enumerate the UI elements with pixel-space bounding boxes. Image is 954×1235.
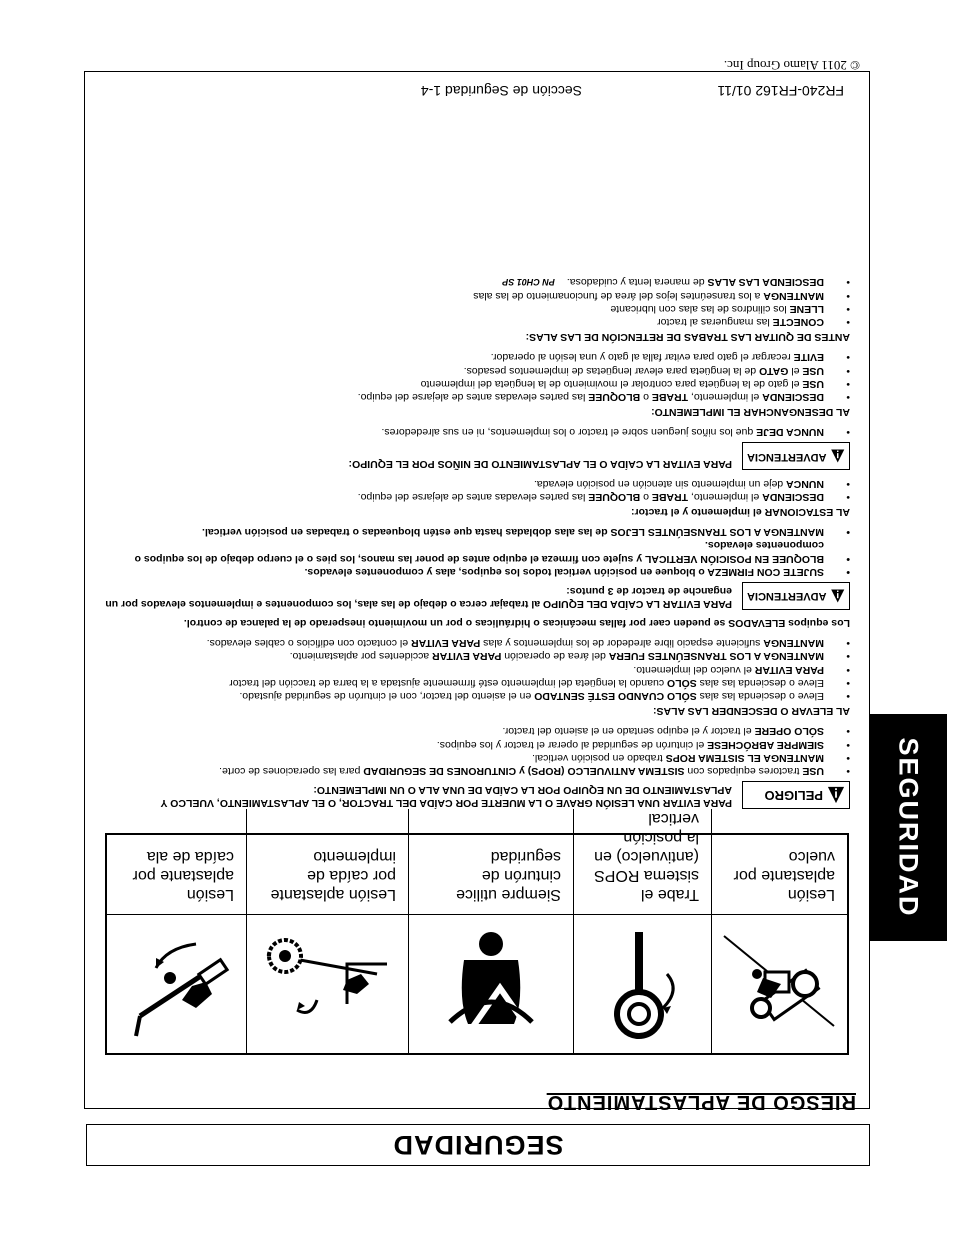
warning-triangle-icon [830, 447, 845, 465]
side-tab-label: SEGURIDAD [893, 737, 924, 918]
advertencia-label: ADVERTENCIA [747, 590, 827, 603]
section-page: Sección de Seguridad 1-4 [420, 83, 582, 99]
list-item: • DESCIENDA el implemento, TRABE o BLOQUEE las partes elevadas antes de alejarse del equipo. [104, 390, 850, 403]
list-item: • DESCIENDA LAS ALAS de manera lenta y cuidadosa.PN CH01 SP [104, 275, 850, 288]
danger-text: PARA EVITAR UNA LESIÓN GRAVE O LA MUERTE POR CAÍDA DEL TRACTOR, O EL APLASTAMIENTO, VUELCO Y APLASTAMIENTO DE UN EQUIPO POR LA CAÍDA DE UNA ALA O UN IMPLEMENTO: [160, 783, 732, 809]
list-item: • MANTENGA a los transeúntes lejos del área de funcionamiento de las alas [104, 288, 850, 301]
hazard-pic-implement [246, 915, 408, 1053]
copyright: © 2011 Alamo Group Inc. [723, 58, 860, 73]
seguridad-banner: SEGURIDAD [86, 1124, 870, 1166]
list-item: • Eleve o descienda las alas SÓLO cuando la lengüeta del implemento esté firmemente ajustada a la barra de tracción del tractor [104, 676, 850, 689]
list-item: • SÓLO OPERE el tractor y el equipo sentado en el asiento del tractor. [104, 724, 850, 737]
rollover-icon [720, 924, 840, 1044]
list-item: • SUJETE CON FIRMEZA o bloquee en posición vertical todos los equipos, alas y componentes elevados. [104, 565, 850, 578]
part-number: PN CH01 SP [502, 277, 555, 288]
hazard-caption-implement: Lesión aplastante por caída de implemento [246, 809, 408, 915]
subheading-raise-wings: AL ELEVAR O DESCENDER LAS ALAS: [653, 705, 850, 718]
hazard-caption-wing: Lesión aplastante por caída de ala [107, 809, 246, 915]
hazard-pic-wing [107, 915, 246, 1053]
warning-triangle-icon [830, 587, 845, 605]
wing-crush-icon [117, 924, 237, 1044]
hazard-caption-rops: Trabe el sistema ROPS (antivuelco) en la posición vertical [573, 809, 711, 915]
list-item: • USE el GATO de la lengüeta para elevar lengüetas de implementos pesados. [104, 363, 850, 376]
paragraph-raised-equipment: Los equipos ELEVADOS se pueden caer por fallas mecánicas o hidráulicas o por un movimiento inesperado de la palanca de control. [183, 616, 850, 629]
list-item: • Eleve o descienda las alas SÓLO CUANDO ESTÉ SENTADO en el asiento del tractor, con el cinturón de seguridad ajustado. [104, 689, 850, 702]
hazard-pic-rollover [711, 915, 847, 1053]
danger-alert [104, 781, 850, 809]
list-item: • USE tractores equipados con SISTEMA ANTIVUELCO (ROPS) y CINTURONES DE SEGURIDAD para las operaciones de corte. [104, 764, 850, 777]
list-item: • NUNCA deje un implemento sin atención en posición elevada. [104, 476, 850, 489]
list-item: • NUNCA DEJE que los niños jueguen sobre el tractor o los implementos, ni en sus alrededores. [104, 425, 850, 438]
hazard-caption-rollover: Lesión aplastante por vuelco [711, 809, 847, 915]
advertencia-label: ADVERTENCIA [747, 450, 827, 463]
section-title: RIESGO DE APLASTAMIENTO [546, 1091, 856, 1113]
peligro-label: PELIGRO [764, 787, 823, 803]
safety-text [104, 275, 850, 815]
document-code: FR240-FR162 01/11 [717, 83, 844, 99]
rops-icon [588, 924, 698, 1044]
subheading-parking: AL ESTACIONAR el implemento y el tractor: [631, 505, 850, 518]
advertencia-badge [742, 582, 850, 610]
hazard-table [105, 810, 849, 1055]
list-item: • MANTENGA EL SISTEMA ROPS trabado en posición vertical. [104, 751, 850, 764]
list-item: • USE el gato de la lengüeta para controlar el movimiento de la lengüeta del implemento [104, 377, 850, 390]
list-item: • CONECTE las mangueras al tractor [104, 315, 850, 328]
warning-alert-children [104, 442, 850, 470]
warning-alert-falling [104, 582, 850, 610]
hazard-pic-rops [573, 915, 711, 1053]
implement-crush-icon [258, 924, 398, 1044]
subheading-unhitch: AL DESENGANCHAR EL IMPLEMENTO: [651, 406, 850, 419]
peligro-badge [742, 781, 850, 809]
list-item: • LLENE los cilindros de las alas con lubricante [104, 302, 850, 315]
subheading-wing-locks: ANTES DE QUITAR LAS TRABAS DE RETENCIÓN DE LAS ALAS: [525, 331, 850, 344]
hazard-pic-seatbelt [408, 915, 573, 1053]
list-item: • EVITE recargar el gato para evitar falla al gato y una lesión al operador. [104, 350, 850, 363]
list-item: • SIEMPRE ABRÓCHESE el cinturón de seguridad al operar el tractor y los equipos. [104, 737, 850, 750]
warning-text-falling: PARA EVITAR LA CAÍDA DEL EQUIPO al trabajar cerca o debajo de las alas, los componentes e implementos elevados por un enganche de tractor de 3 puntos: [105, 584, 732, 610]
list-item: • MANTENGA A LOS TRANSEÚNTES LEJOS de las alas dobladas hasta que estén bloqueadas o trabadas en posición vertical. [104, 525, 850, 538]
hazard-caption-seatbelt: Siempre utilice cinturón de seguridad [408, 809, 573, 915]
warning-text-children: PARA EVITAR LA CAÍDA O EL APLASTAMIENTO DE NIÑOS POR EL EQUIPO: [348, 458, 732, 471]
list-item: • BLOQUEE EN POSICIÓN VERTICAL y sujete con firmeza el equipo antes de poner las manos, los pies o el cuerpo debajo de los equipos o componentes elevados. [104, 538, 850, 564]
warning-triangle-icon [827, 786, 845, 804]
list-item: • DESCIENDA el implemento, TRABE o BLOQUEE las partes elevadas antes de alejarse del equipo. [104, 490, 850, 503]
advertencia-badge [742, 442, 850, 470]
seatbelt-icon [436, 924, 546, 1044]
side-tab [870, 714, 947, 941]
list-item: • MANTENGA A LOS TRANSEÚNTES FUERA del área de operación PARA EVITAR accidentes por aplastamiento. [104, 649, 850, 662]
page-header [96, 79, 844, 99]
list-item: • PARA EVITAR el vuelco del implemento. [104, 662, 850, 675]
list-item: • MANTENGA suficiente espacio libre alrededor de los implementos y alas PARA EVITAR el contacto con edificios o cables elevados. [104, 636, 850, 649]
